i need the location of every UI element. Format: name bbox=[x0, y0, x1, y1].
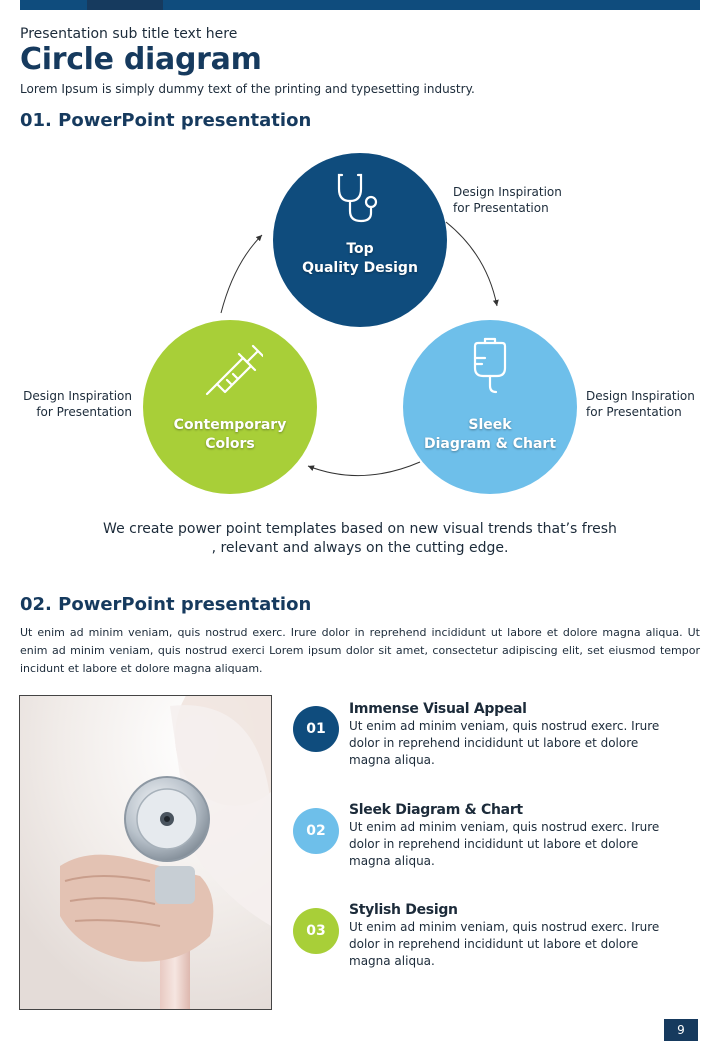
feature-desc-02-line-1: Ut enim ad minim veniam, quis nostrud exerc. Irure bbox=[349, 820, 660, 834]
tagline-line-1: We create power point templates based on new visual trends that’s fresh bbox=[103, 521, 617, 537]
note-right bbox=[586, 388, 695, 420]
top-accent-segment bbox=[87, 0, 163, 10]
section-2-heading: 02. PowerPoint presentation bbox=[20, 594, 312, 615]
circle-top-quality-design bbox=[273, 153, 447, 327]
circle-sleek-diagram-chart bbox=[403, 320, 577, 494]
tagline-line-2: , relevant and always on the cutting edge. bbox=[211, 540, 509, 556]
feature-desc-03-line-3: magna aliqua. bbox=[349, 954, 435, 968]
note-right-line-1: Design Inspiration bbox=[586, 389, 695, 403]
circle-top-label-1: Top bbox=[346, 241, 374, 257]
feature-desc-02 bbox=[349, 819, 669, 870]
feature-desc-03-line-2: dolor in reprehend incididunt ut labore et dolore bbox=[349, 937, 639, 951]
tagline bbox=[60, 520, 660, 558]
feature-desc-01-line-3: magna aliqua. bbox=[349, 753, 435, 767]
note-left bbox=[22, 388, 132, 420]
feature-title-02: Sleek Diagram & Chart bbox=[349, 802, 523, 818]
feature-title-03: Stylish Design bbox=[349, 902, 458, 918]
circle-right-label-2: Diagram & Chart bbox=[423, 436, 557, 452]
circle-right-label-1: Sleek bbox=[468, 417, 512, 433]
stethoscope-icon bbox=[335, 171, 385, 229]
note-top-right bbox=[453, 184, 562, 216]
feature-desc-02-line-3: magna aliqua. bbox=[349, 854, 435, 868]
feature-desc-03 bbox=[349, 919, 669, 970]
presentation-subtitle: Presentation sub title text here bbox=[20, 26, 238, 42]
stethoscope-photo bbox=[19, 695, 272, 1010]
circle-contemporary-colors bbox=[143, 320, 317, 494]
circle-left-label-2: Colors bbox=[205, 436, 255, 452]
note-top-right-line-1: Design Inspiration bbox=[453, 185, 562, 199]
syringe-icon bbox=[203, 342, 263, 398]
feature-desc-01 bbox=[349, 718, 669, 769]
note-right-line-2: for Presentation bbox=[586, 405, 682, 419]
feature-desc-03-line-1: Ut enim ad minim veniam, quis nostrud exerc. Irure bbox=[349, 920, 660, 934]
page-title: Circle diagram bbox=[20, 42, 262, 77]
arrow-left-to-top bbox=[221, 235, 262, 313]
circle-left-label-1: Contemporary bbox=[173, 417, 287, 433]
arrow-top-to-right bbox=[446, 222, 497, 306]
note-left-line-2: for Presentation bbox=[36, 405, 132, 419]
section-1-heading: 01. PowerPoint presentation bbox=[20, 110, 312, 131]
arrow-right-to-left bbox=[308, 462, 420, 476]
feature-badge-03: 03 bbox=[293, 908, 339, 954]
feature-desc-02-line-2: dolor in reprehend incididunt ut labore et dolore bbox=[349, 837, 639, 851]
feature-title-01: Immense Visual Appeal bbox=[349, 701, 527, 717]
feature-badge-02: 02 bbox=[293, 808, 339, 854]
page-number: 9 bbox=[664, 1019, 698, 1041]
section-2-paragraph: Ut enim ad minim veniam, quis nostrud exerc. Irure dolor in reprehend incididunt ut labore et dolore magna aliqua. Ut enim ad minim veniam, quis nostrud exerci Lorem ipsum dolor sit amet, consectetur adipiscing elit, set eiusmod tempor incidunt et labore et dolore magna aliquam. bbox=[20, 626, 700, 675]
feature-desc-01-line-2: dolor in reprehend incididunt ut labore et dolore bbox=[349, 736, 639, 750]
page-description: Lorem Ipsum is simply dummy text of the printing and typesetting industry. bbox=[20, 82, 475, 96]
feature-desc-01-line-1: Ut enim ad minim veniam, quis nostrud exerc. Irure bbox=[349, 719, 660, 733]
stethoscope-photo-image bbox=[20, 696, 271, 1009]
note-left-line-1: Design Inspiration bbox=[23, 389, 132, 403]
note-top-right-line-2: for Presentation bbox=[453, 201, 549, 215]
feature-badge-01: 01 bbox=[293, 706, 339, 752]
iv-bag-icon bbox=[472, 336, 508, 394]
circle-top-label-2: Quality Design bbox=[302, 260, 418, 276]
